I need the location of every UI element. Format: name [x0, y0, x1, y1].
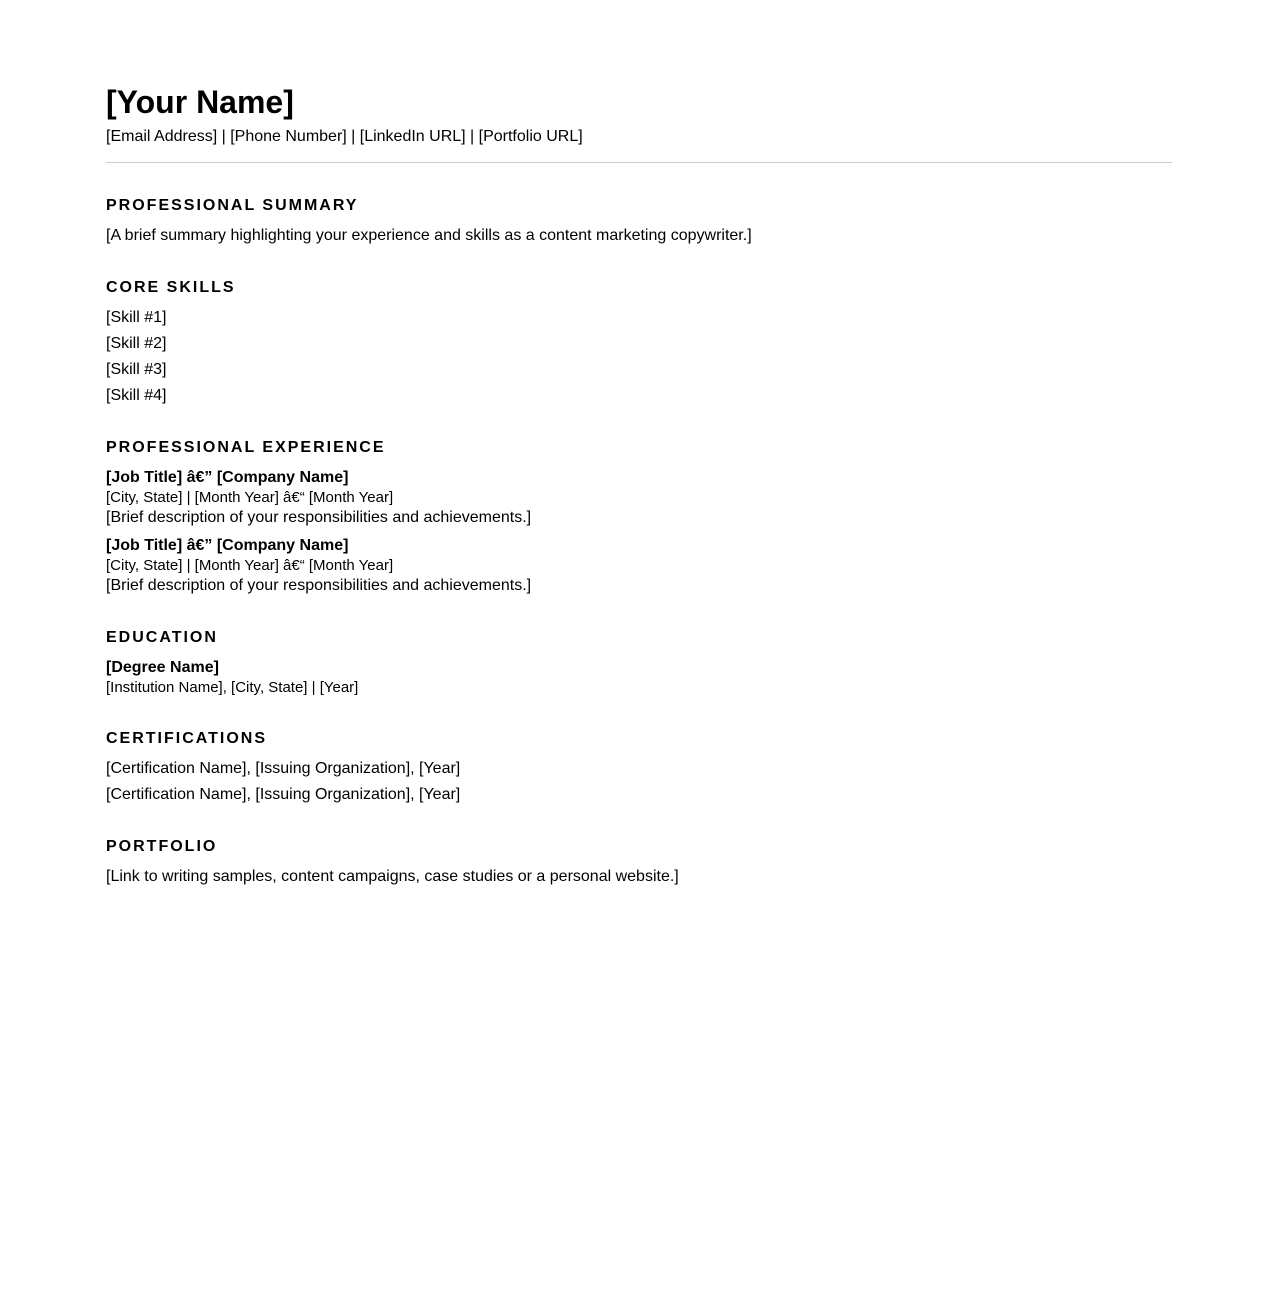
- certification-item: [Certification Name], [Issuing Organization], [Year]: [106, 760, 461, 777]
- section-heading-skills: CORE SKILLS: [106, 279, 236, 296]
- job-meta: [City, State] | [Month Year] â€“ [Month Year]: [106, 489, 394, 506]
- degree-name: [Degree Name]: [106, 659, 219, 676]
- skill-item: [Skill #2]: [106, 335, 167, 352]
- section-heading-education: EDUCATION: [106, 629, 218, 646]
- header-divider: [106, 162, 1172, 163]
- section-heading-summary: PROFESSIONAL SUMMARY: [106, 197, 359, 214]
- section-heading-certifications: CERTIFICATIONS: [106, 730, 268, 747]
- education-details: [Institution Name], [City, State] | [Year]: [106, 679, 359, 696]
- skill-item: [Skill #3]: [106, 361, 167, 378]
- skill-item: [Skill #4]: [106, 387, 167, 404]
- job-title: [Job Title] â€” [Company Name]: [106, 537, 349, 554]
- job-meta: [City, State] | [Month Year] â€“ [Month Year]: [106, 557, 394, 574]
- skill-item: [Skill #1]: [106, 309, 167, 326]
- summary-text: [A brief summary highlighting your experience and skills as a content marketing copywriter.]: [106, 227, 752, 244]
- section-heading-portfolio: PORTFOLIO: [106, 838, 218, 855]
- job-title: [Job Title] â€” [Company Name]: [106, 469, 349, 486]
- portfolio-text: [Link to writing samples, content campaigns, case studies or a personal website.]: [106, 868, 679, 885]
- candidate-name: [Your Name]: [106, 84, 294, 120]
- certification-item: [Certification Name], [Issuing Organization], [Year]: [106, 786, 461, 803]
- contact-line: [Email Address] | [Phone Number] | [LinkedIn URL] | [Portfolio URL]: [106, 128, 583, 145]
- job-description: [Brief description of your responsibilities and achievements.]: [106, 577, 532, 594]
- job-description: [Brief description of your responsibilities and achievements.]: [106, 509, 532, 526]
- section-heading-experience: PROFESSIONAL EXPERIENCE: [106, 439, 386, 456]
